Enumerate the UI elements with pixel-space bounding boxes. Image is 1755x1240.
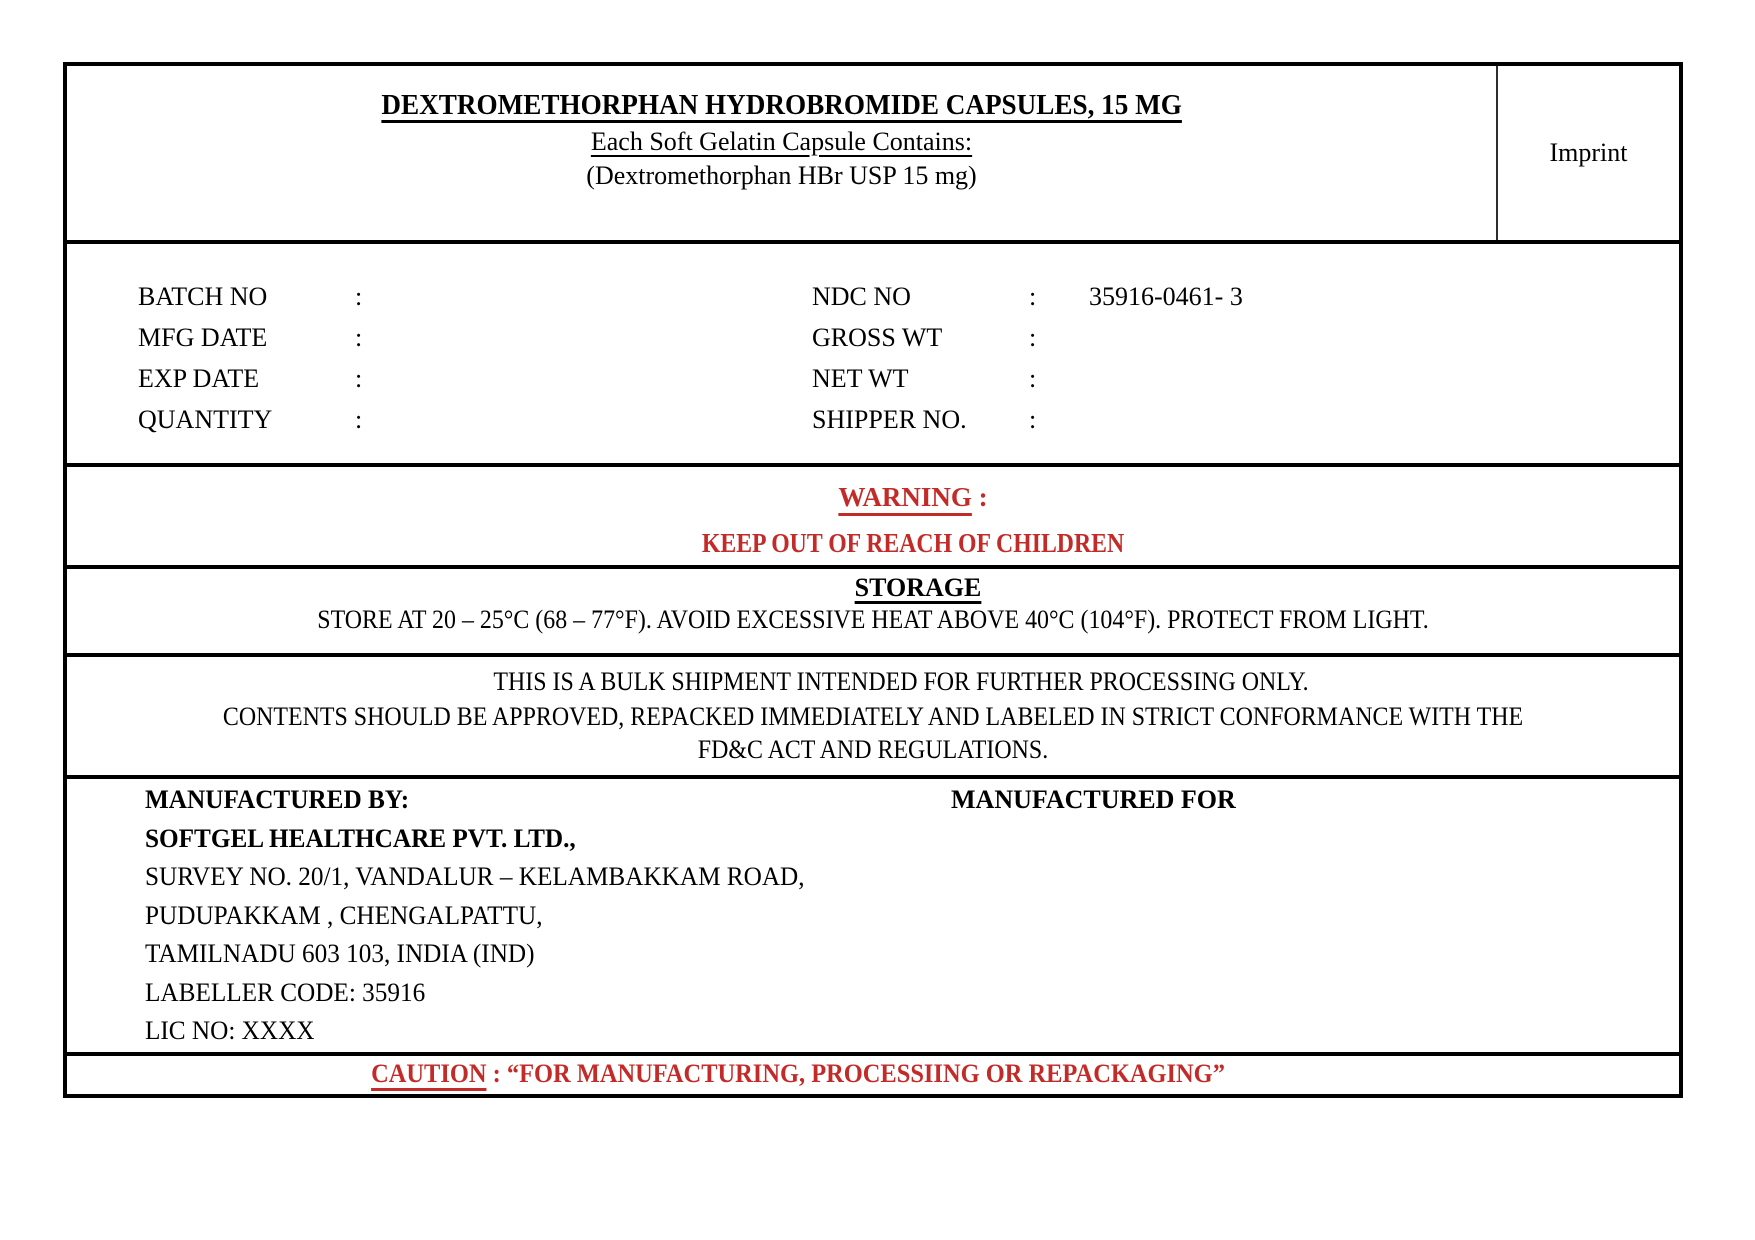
bulk-notice-line-1: THIS IS A BULK SHIPMENT INTENDED FOR FURTHER PROCESSING ONLY. xyxy=(493,667,1309,696)
manufactured-by-label: MANUFACTURED BY: xyxy=(145,785,410,814)
manufactured-for-label: MANUFACTURED FOR xyxy=(951,785,1236,814)
mfg-date-colon: : xyxy=(355,323,363,352)
bulk-notice-line-3: FD&C ACT AND REGULATIONS. xyxy=(697,735,1049,764)
capsule-contains-line: Each Soft Gelatin Capsule Contains: xyxy=(590,127,973,156)
labeller-code-line: LABELLER CODE: 35916 xyxy=(145,977,426,1007)
quantity-label: QUANTITY xyxy=(138,405,273,434)
composition-line: (Dextromethorphan HBr USP 15 mg) xyxy=(586,161,977,190)
mfg-date-row xyxy=(138,317,415,358)
mfg-date-label: MFG DATE xyxy=(138,323,268,352)
batch-no-row xyxy=(138,276,415,317)
manufacturer-address-line-2: PUDUPAKKAM , CHENGALPATTU, xyxy=(145,900,543,930)
quantity-colon: : xyxy=(355,405,363,434)
quantity-row xyxy=(138,399,415,440)
warning-section xyxy=(67,463,1679,565)
caution-text: : “FOR MANUFACTURING, PROCESSIING OR REPACKAGING” xyxy=(486,1059,1225,1088)
header-section xyxy=(67,66,1679,240)
gross-wt-value xyxy=(1089,317,1243,358)
manufacturer-name: SOFTGEL HEALTHCARE PVT. LTD., xyxy=(145,823,576,853)
gross-wt-label: GROSS WT xyxy=(812,323,943,352)
exp-date-colon: : xyxy=(355,364,363,393)
header-main-cell xyxy=(67,66,1496,240)
batch-no-label: BATCH NO xyxy=(138,282,268,311)
ndc-no-label: NDC NO xyxy=(812,282,911,311)
manufacturer-address-line-3: TAMILNADU 603 103, INDIA (IND) xyxy=(145,939,535,968)
warning-heading-colon: : xyxy=(971,482,988,512)
net-wt-colon: : xyxy=(1029,364,1037,393)
label-table xyxy=(63,62,1683,1098)
gross-wt-colon: : xyxy=(1029,323,1037,352)
lic-no-line: LIC NO: XXXX xyxy=(145,1016,315,1045)
caution-section xyxy=(67,1052,1679,1094)
warning-body: KEEP OUT OF REACH OF CHILDREN xyxy=(701,528,1125,558)
shipper-no-value xyxy=(1089,399,1243,440)
storage-heading: STORAGE xyxy=(854,573,982,602)
warning-heading xyxy=(107,477,1719,517)
storage-instructions: STORE AT 20 – 25°C (68 – 77°F). AVOID EXCESSIVE HEAT ABOVE 40°C (104°F). PROTECT FROM LIGHT. xyxy=(317,605,1429,634)
ndc-no-row xyxy=(812,276,1243,317)
net-wt-row xyxy=(812,358,1243,399)
bulk-notice-line-2: CONTENTS SHOULD BE APPROVED, REPACKED IMMEDIATELY AND LABELED IN STRICT CONFORMANCE WITH THE xyxy=(222,702,1524,731)
shipper-no-row xyxy=(812,399,1243,440)
exp-date-row xyxy=(138,358,415,399)
ndc-no-colon: : xyxy=(1029,282,1037,311)
product-title: DEXTROMETHORPHAN HYDROBROMIDE CAPSULES, 15 MG xyxy=(381,90,1182,121)
net-wt-label: NET WT xyxy=(812,364,909,393)
shipper-no-label: SHIPPER NO. xyxy=(812,405,967,434)
ndc-no-value: 35916-0461- 3 xyxy=(1089,282,1243,311)
batch-info-left-column xyxy=(138,276,415,440)
batch-no-colon: : xyxy=(355,282,363,311)
net-wt-value xyxy=(1089,358,1243,399)
imprint-cell xyxy=(1496,66,1679,240)
imprint-label: Imprint xyxy=(1549,138,1628,167)
warning-heading-text: WARNING xyxy=(838,482,972,512)
caution-heading-text: CAUTION xyxy=(371,1059,487,1088)
shipper-no-colon: : xyxy=(1029,405,1037,434)
storage-section xyxy=(67,565,1679,653)
batch-info-right-column xyxy=(812,276,1243,440)
exp-date-label: EXP DATE xyxy=(138,364,260,393)
bulk-shipment-section xyxy=(67,653,1679,775)
caution-line xyxy=(40,1056,1555,1092)
batch-info-section xyxy=(67,240,1679,463)
manufacturer-address-line-1: SURVEY NO. 20/1, VANDALUR – KELAMBAKKAM ROAD, xyxy=(145,862,805,891)
gross-wt-row xyxy=(812,317,1243,358)
manufacturer-section xyxy=(67,775,1679,1052)
